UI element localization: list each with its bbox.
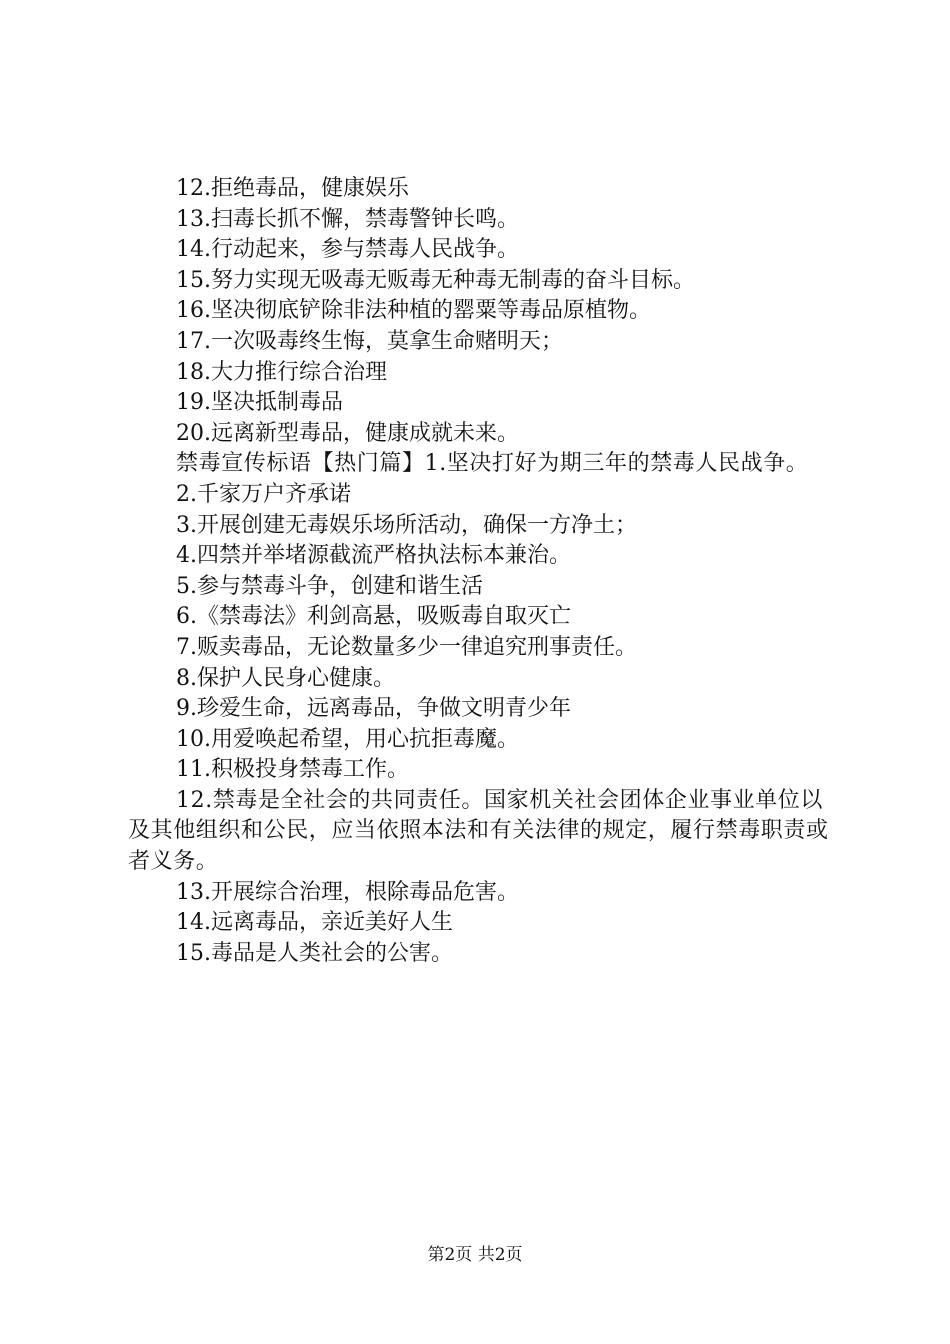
slogan-line: 11.积极投身禁毒工作。 — [176, 757, 409, 783]
slogan-line: 8.保护人民身心健康。 — [176, 665, 395, 691]
slogan-line: 7.贩卖毒品，无论数量多少一律追究刑事责任。 — [176, 634, 637, 660]
slogan-line: 2.千家万户齐承诺 — [176, 481, 351, 507]
slogan-line: 15.努力实现无吸毒无贩毒无种毒无制毒的奋斗目标。 — [176, 267, 695, 293]
slogan-line: 14.远离毒品，亲近美好人生 — [176, 910, 453, 936]
page-footer: 第2页 共2页 — [427, 1245, 523, 1265]
slogan-line: 13.开展综合治理，根除毒品危害。 — [176, 879, 519, 905]
slogan-line: 20.远离新型毒品，健康成就未来。 — [176, 420, 519, 446]
slogan-line: 10.用爱唤起希望，用心抗拒毒魔。 — [176, 726, 519, 752]
slogan-line: 3.开展创建无毒娱乐场所活动，确保一方净土； — [176, 512, 637, 538]
section-heading-paragraph: 禁毒宣传标语【热门篇】1.坚决打好为期三年的禁毒人民战争。 — [176, 451, 809, 477]
slogan-line: 16.坚决彻底铲除非法种植的罂粟等毒品原植物。 — [176, 298, 651, 324]
slogan-line: 12.拒绝毒品，健康娱乐 — [176, 176, 409, 201]
slogan-line: 14.行动起来，参与禁毒人民战争。 — [176, 237, 519, 263]
slogan-line: 5.参与禁毒斗争，创建和谐生活 — [176, 573, 483, 599]
document-body — [128, 174, 834, 969]
slogan-line: 15.毒品是人类社会的公害。 — [176, 940, 453, 966]
long-paragraph: 12.禁毒是全社会的共同责任。国家机关社会团体企业事业单位以及其他组织和公民，应当依照本法和有关法律的规定，履行禁毒职责或者义务。 — [128, 787, 829, 875]
slogan-line: 4.四禁并举堵源截流严格执法标本兼治。 — [176, 543, 571, 569]
slogan-line: 17.一次吸毒终生悔，莫拿生命赌明天； — [176, 328, 563, 354]
slogan-line: 18.大力推行综合治理 — [176, 359, 387, 385]
slogan-line: 13.扫毒长抓不懈，禁毒警钟长鸣。 — [176, 206, 519, 232]
slogan-line: 19.坚决抵制毒品 — [176, 390, 343, 416]
slogan-line: 9.珍爱生命，远离毒品，争做文明青少年 — [176, 696, 571, 722]
slogan-line: 6.《禁毒法》利剑高悬，吸贩毒自取灭亡 — [176, 604, 571, 630]
